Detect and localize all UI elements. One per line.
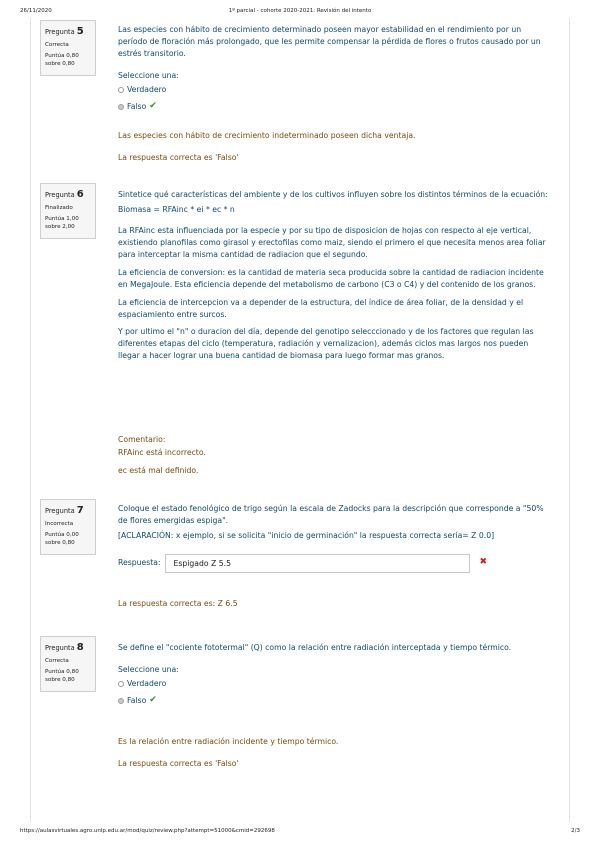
option-falso[interactable] [118, 694, 548, 708]
answer-paragraph: La RFAinc esta influenciada por la especie y por su tipo de disposicion de hojas con respecto al eje vertical, existiendo planofilas como girasol y erectofilas como maiz, siendo el primero el que necesita menos area foliar para interceptar la misma cantidad de radiacion que el segundo. [118, 225, 546, 259]
equation: Biomasa = RFAinc * ei * ec * n [118, 204, 235, 214]
question-info [40, 499, 96, 555]
option-falso[interactable] [118, 100, 548, 114]
question-feedback [118, 130, 548, 174]
incorrect-x-icon: ✖ [479, 557, 488, 568]
question-content [118, 642, 548, 708]
print-date: 26/11/2020 [20, 8, 52, 14]
radio-button-checked[interactable] [118, 698, 124, 704]
question-info [40, 183, 96, 239]
question-content [118, 24, 548, 114]
answer-paragraph: La eficiencia de conversion: es la cantidad de materia seca producida sobre la cantidad de radiacion incidente en MegaJoule. Esta eficiencia depende del metabolismo de carbono (C3 o C4) y del contenido de los granos. [118, 267, 544, 289]
answer-label: Respuesta: [118, 558, 161, 568]
option-label: Falso [127, 101, 147, 111]
question-text: Se define el "cociente fototermal" (Q) como la relación entre radiación interceptada y tiempo térmico. [118, 643, 512, 652]
answer-paragraph: Y por ultimo el "n" o duracion del día, depende del genotipo selecccionado y de los factores que regulan las diferentes etapas del ciclo (temperatura, radiación y vernalizacion), además ciclos mas largos nos pueden llegar a hacer lograr una buena cantidad de biomasa para luego formar mas granos. [118, 327, 534, 361]
question-marks: Puntúa 0,80 [45, 53, 79, 60]
option-label: Falso [127, 695, 147, 705]
option-verdadero[interactable] [118, 84, 548, 96]
question-note: [ACLARACIÓN: x ejemplo, si se solicita "inicio de germinación" la respuesta correcta sería= Z 0.0] [118, 530, 495, 540]
radio-button[interactable] [118, 87, 124, 93]
question-info [40, 20, 96, 76]
question-marks: Puntúa 0,00 [45, 532, 79, 539]
option-label: Verdadero [127, 84, 167, 94]
select-prompt: Seleccione una: [118, 70, 179, 80]
option-label: Verdadero [127, 678, 167, 688]
question-number: Pregunta 6 [45, 189, 84, 200]
right-answer: La respuesta correcta es 'Falso' [118, 152, 239, 162]
question-info [40, 636, 96, 692]
right-divider [569, 18, 570, 822]
question-marks: Puntúa 0,80 [45, 669, 79, 676]
question-number: Pregunta 7 [45, 505, 84, 516]
question-text: Coloque el estado fenológico de trigo según la escala de Zadocks para la descripción que corresponde a "50% de flores emergidas espiga". [118, 504, 544, 525]
question-number: Pregunta 8 [45, 642, 84, 653]
answer-paragraph: La eficiencia de intercepcion va a depender de la estructura, del índice de área foliar, de la densidad y el espaciamiento entre surcos. [118, 297, 524, 319]
question-text: Las especies con hábito de crecimiento determinado poseen mayor estabilidad en el rendimiento por un período de floración más prolongado, que les permite compensar la pérdida de flores o frutos causado por un estrés transitorio. [118, 25, 541, 58]
question-marks-total: sobre 0,80 [45, 676, 75, 683]
question-number: Pregunta 5 [45, 26, 84, 37]
comment-title: Comentario: [118, 435, 166, 444]
question-content [118, 189, 548, 368]
left-divider [30, 18, 31, 822]
question-marks-total: sobre 2,00 [45, 223, 75, 230]
radio-button[interactable] [118, 681, 124, 687]
question-feedback [118, 736, 548, 780]
question-marks: Puntúa 1,00 [45, 216, 79, 223]
right-answer: La respuesta correcta es 'Falso' [118, 758, 239, 768]
question-state: Correcta [45, 42, 69, 48]
question-state: Correcta [45, 658, 69, 664]
right-answer: La respuesta correcta es: Z 6.5 [118, 599, 238, 608]
question-feedback [118, 598, 548, 620]
print-header [20, 8, 580, 20]
correct-check-icon: ✔ [149, 100, 157, 111]
question-marks-total: sobre 0,80 [45, 60, 75, 67]
select-prompt: Seleccione una: [118, 664, 179, 674]
page-url[interactable]: https://aulasvirtuales.agro.unlp.edu.ar/mod/quiz/review.php?attempt=51000&cmid=292698 [20, 828, 275, 834]
radio-button-checked[interactable] [118, 104, 124, 110]
comment-line: ec está mal definido. [118, 466, 199, 476]
specific-feedback: Es la relación entre radiación incidente y tiempo térmico. [118, 737, 339, 746]
question-state: Incorrecta [45, 521, 74, 527]
page-number: 2/3 [571, 828, 580, 834]
option-verdadero[interactable] [118, 678, 548, 690]
correct-check-icon: ✔ [149, 694, 157, 705]
grader-comment [118, 433, 548, 477]
specific-feedback: Las especies con hábito de crecimiento indeterminado poseen dicha ventaja. [118, 131, 416, 140]
question-content [118, 503, 548, 573]
print-title: 1º parcial - cohorte 2020-2021: Revisión del intento [228, 8, 372, 14]
answer-input[interactable]: Espigado Z 5.5 [165, 554, 470, 573]
print-footer [20, 828, 580, 838]
answer-row [118, 554, 548, 573]
comment-line: RFAinc está incorrecto. [118, 448, 206, 458]
question-marks-total: sobre 0,80 [45, 539, 75, 546]
question-text: Sintetice qué características del ambiente y de los cultivos influyen sobre los distintos términos de la ecuación: [118, 190, 548, 199]
question-state: Finalizado [45, 205, 73, 211]
